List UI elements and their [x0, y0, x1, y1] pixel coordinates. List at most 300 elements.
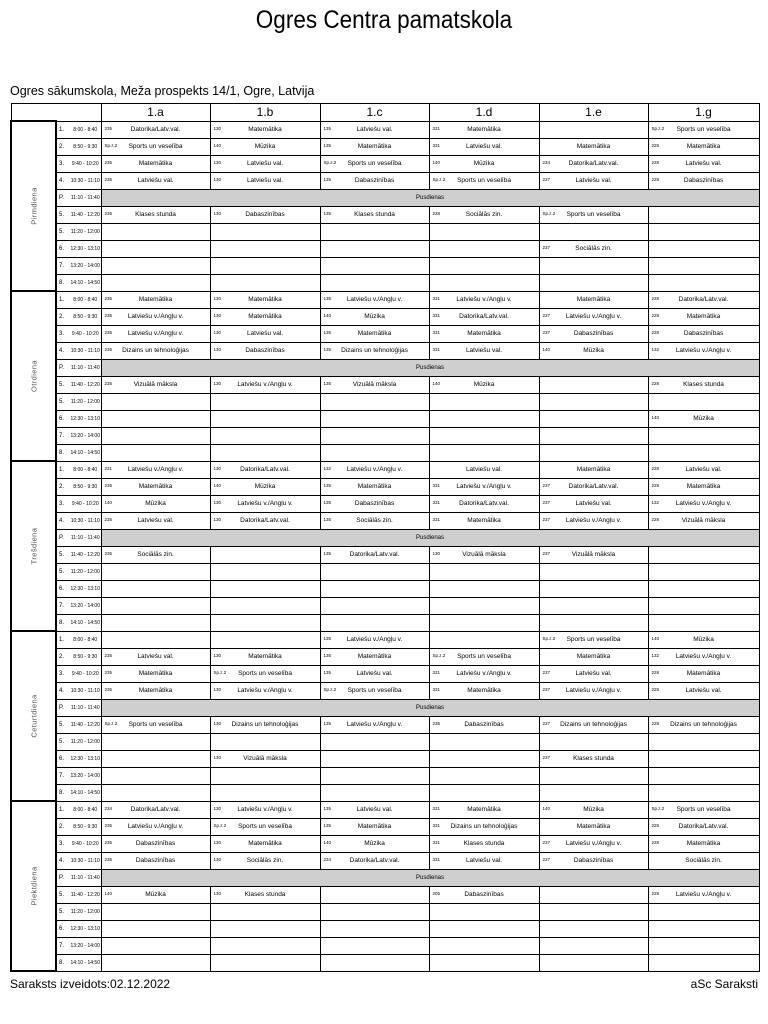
subject-name: Dabaszinības	[573, 329, 614, 337]
period-number: 4.	[56, 852, 70, 869]
room-number: Sp.z.2	[432, 652, 446, 658]
period-row	[11, 478, 759, 495]
lesson-cell	[539, 733, 648, 750]
subject-name: Latviešu val.	[137, 516, 174, 524]
period-row	[11, 206, 759, 223]
lesson-cell	[320, 240, 429, 257]
room-number: 237	[542, 550, 551, 556]
lesson-cell	[539, 461, 648, 478]
lesson-cell	[210, 546, 320, 563]
day-name: Ceturtdiena	[29, 694, 38, 738]
lesson-cell	[429, 274, 539, 291]
room-number: Sp.z.2	[542, 210, 556, 216]
room-number: 235	[104, 346, 113, 352]
period-number: 1.	[56, 631, 70, 648]
subject-name: Latviešu val.	[465, 142, 503, 150]
room-number: 135	[323, 550, 332, 556]
subject-name: Sports un veselība	[347, 159, 402, 167]
period-row	[11, 155, 759, 172]
lesson-cell	[429, 410, 539, 427]
room-number: 331	[432, 822, 441, 828]
day-label	[11, 801, 56, 971]
lesson-cell	[429, 597, 539, 614]
lesson-cell	[539, 784, 648, 801]
lesson-cell	[539, 954, 648, 971]
period-number: 4.	[56, 342, 70, 359]
lesson-cell	[429, 376, 539, 393]
lesson-cell	[648, 818, 759, 835]
room-number: 235	[432, 720, 441, 726]
lunch-break: Pusdienas	[101, 189, 759, 206]
subject-name: Dabaszinības	[464, 720, 504, 728]
day-name: Trešdiena	[29, 527, 38, 565]
period-time: 11:40 - 12:20	[70, 886, 101, 903]
subject-name: Sociālās zin.	[465, 210, 503, 218]
room-number: 331	[432, 856, 441, 862]
room-number: 140	[542, 805, 551, 811]
room-number: Sp.z.2	[213, 822, 227, 828]
lesson-cell	[101, 631, 210, 648]
lesson-cell	[320, 818, 429, 835]
room-number: 228	[651, 482, 660, 488]
lesson-cell	[648, 444, 759, 461]
room-number: 331	[432, 312, 441, 318]
lesson-cell	[429, 257, 539, 274]
room-number: 331	[432, 346, 441, 352]
subject-name: Sociālās zin.	[685, 856, 722, 864]
lesson-cell	[429, 478, 539, 495]
subject-name: Klases stunda	[463, 839, 505, 847]
lesson-cell	[539, 121, 648, 138]
lesson-cell	[648, 257, 759, 274]
lesson-cell	[429, 138, 539, 155]
room-number: 130	[213, 516, 222, 522]
subject-name: Latviešu v./Angļu v.	[237, 686, 293, 694]
lesson-cell	[101, 903, 210, 920]
lesson-cell	[539, 342, 648, 359]
period-time: 8:00 - 8:40	[70, 631, 101, 648]
software-credit: aSc Saraksti	[690, 977, 758, 991]
timetable-body	[11, 121, 759, 971]
period-number: 2.	[56, 138, 70, 155]
room-number: 331	[432, 142, 441, 148]
room-number: 235	[104, 839, 113, 845]
subject-name: Latviešu v./Angļu v.	[127, 465, 184, 473]
room-number: 130	[213, 159, 222, 165]
lesson-cell	[101, 920, 210, 937]
subject-name: Datorika/Latv.val.	[240, 465, 290, 473]
lesson-cell	[101, 886, 210, 903]
lesson-cell	[539, 138, 648, 155]
lunch-break: Pusdienas	[101, 359, 759, 376]
subject-name: Latviešu val.	[137, 176, 174, 184]
subject-name: Mūzika	[473, 380, 495, 388]
lesson-cell	[429, 784, 539, 801]
subject-name: Vizuālā māksla	[133, 380, 178, 388]
room-number: 140	[323, 312, 332, 318]
period-row	[11, 835, 759, 852]
lesson-cell	[539, 597, 648, 614]
room-number: Sp.z.2	[213, 669, 227, 675]
lesson-cell	[648, 325, 759, 342]
subject-name: Latviešu v./Angļu v.	[127, 329, 184, 337]
room-number: 228	[651, 159, 660, 165]
period-number: 6.	[56, 240, 70, 257]
period-time: 10:30 - 11:10	[70, 512, 101, 529]
subject-name: Matemātika	[467, 125, 501, 133]
period-number: P.	[56, 529, 70, 546]
room-number: 140	[104, 499, 113, 505]
subject-name: Latviešu val.	[575, 499, 612, 507]
subject-name: Klases stunda	[244, 890, 286, 898]
subject-name: Latviešu val.	[246, 329, 284, 337]
subject-name: Dizains un tehnoloģijas	[450, 822, 518, 830]
lunch-break: Pusdienas	[101, 699, 759, 716]
lesson-cell	[648, 767, 759, 784]
period-number: 8.	[56, 614, 70, 631]
lesson-cell	[101, 155, 210, 172]
period-row	[11, 427, 759, 444]
subject-name: Dizains un tehnoloģijas	[560, 720, 627, 728]
room-number: 237	[542, 482, 551, 488]
room-number: 130	[213, 754, 222, 760]
subject-name: Sociālās zin.	[246, 856, 284, 864]
lesson-cell	[648, 512, 759, 529]
room-number: 135	[323, 822, 332, 828]
subject-name: Sociālās zin.	[575, 244, 612, 252]
lesson-cell	[210, 784, 320, 801]
lesson-cell	[320, 563, 429, 580]
subject-name: Dabaszinības	[354, 499, 395, 507]
period-number: 6.	[56, 410, 70, 427]
lesson-cell	[429, 716, 539, 733]
lesson-cell	[320, 342, 429, 359]
lesson-cell	[429, 325, 539, 342]
period-row	[11, 495, 759, 512]
period-number: 5.	[56, 546, 70, 563]
lesson-cell	[648, 495, 759, 512]
lesson-cell	[648, 597, 759, 614]
room-number: 228	[651, 890, 660, 896]
subject-name: Vizuālā māksla	[243, 754, 287, 762]
subject-name: Latviešu val.	[575, 176, 612, 184]
period-number: 8.	[56, 444, 70, 461]
period-number: 2.	[56, 648, 70, 665]
period-number: 7.	[56, 767, 70, 784]
subject-name: Klases stunda	[135, 210, 176, 218]
period-row	[11, 597, 759, 614]
room-number: 130	[213, 805, 222, 811]
subject-name: Matemātika	[576, 465, 611, 473]
subject-name: Matemātika	[576, 822, 611, 830]
room-number: 135	[323, 329, 332, 335]
subject-name: Sports un veselība	[676, 805, 731, 813]
subject-name: Sociālās zin.	[356, 516, 393, 524]
subject-name: Mūzika	[364, 839, 385, 847]
period-time: 9:40 - 10:20	[70, 155, 101, 172]
subject-name: Matemātika	[686, 142, 721, 150]
room-number: 331	[432, 686, 441, 692]
subject-name: Latviešu v./Angļu v.	[675, 890, 732, 898]
period-number: 6.	[56, 580, 70, 597]
room-number: 228	[651, 329, 660, 335]
room-number: Sp.z.2	[542, 635, 556, 641]
subject-name: Latviešu v./Angļu v.	[127, 822, 184, 830]
day-name: Otrdiena	[29, 360, 38, 392]
room-number: 228	[651, 686, 660, 692]
lesson-cell	[320, 750, 429, 767]
subject-name: Dabaszinības	[135, 839, 176, 847]
period-number: 3.	[56, 495, 70, 512]
lesson-cell	[648, 716, 759, 733]
period-time: 8:50 - 9:30	[70, 818, 101, 835]
room-number: 228	[651, 142, 660, 148]
period-time: 11:20 - 12:00	[70, 733, 101, 750]
lesson-cell	[539, 648, 648, 665]
lesson-cell	[210, 155, 320, 172]
room-number: Sp.z.2	[104, 142, 118, 148]
lesson-cell	[429, 648, 539, 665]
lesson-cell	[210, 325, 320, 342]
lesson-cell	[429, 920, 539, 937]
period-row	[11, 648, 759, 665]
lesson-cell	[539, 903, 648, 920]
lesson-cell	[320, 614, 429, 631]
period-time: 14:10 - 14:50	[70, 784, 101, 801]
lesson-cell	[429, 172, 539, 189]
room-number: 130	[213, 720, 222, 726]
room-number: 331	[432, 805, 441, 811]
lesson-cell	[429, 954, 539, 971]
period-number: P.	[56, 699, 70, 716]
lesson-cell	[429, 546, 539, 563]
subject-name: Datorika/Latv.val.	[349, 550, 400, 558]
subject-name: Datorika/Latv.val.	[568, 159, 619, 167]
lesson-cell	[539, 240, 648, 257]
room-number: 130	[213, 210, 222, 216]
subject-name: Sports un veselība	[347, 686, 402, 694]
lesson-cell	[210, 138, 320, 155]
room-number: 235	[104, 822, 113, 828]
lesson-cell	[539, 206, 648, 223]
subject-name: Dabaszinības	[683, 176, 724, 184]
lesson-cell	[648, 563, 759, 580]
lesson-cell	[648, 954, 759, 971]
subject-name: Latviešu val.	[575, 669, 612, 677]
lesson-cell	[429, 665, 539, 682]
lesson-cell	[648, 410, 759, 427]
lesson-cell	[210, 240, 320, 257]
subject-name: Sports un veselība	[566, 635, 621, 643]
room-number: 331	[432, 295, 441, 301]
lesson-cell	[101, 274, 210, 291]
period-time: 11:10 - 11:40	[70, 869, 101, 886]
room-number: 235	[104, 482, 113, 488]
period-time: 13:20 - 14:00	[70, 767, 101, 784]
lesson-cell	[539, 801, 648, 818]
subject-name: Sports un veselība	[128, 142, 183, 150]
lesson-cell	[429, 903, 539, 920]
period-number: 7.	[56, 597, 70, 614]
period-row	[11, 274, 759, 291]
period-time: 10:30 - 11:10	[70, 172, 101, 189]
period-number: 6.	[56, 920, 70, 937]
period-row	[11, 546, 759, 563]
period-row	[11, 172, 759, 189]
lesson-cell	[429, 733, 539, 750]
period-row	[11, 563, 759, 580]
period-row	[11, 699, 759, 716]
period-number: 5.	[56, 733, 70, 750]
period-number: 7.	[56, 427, 70, 444]
day-label	[11, 631, 56, 801]
lesson-cell	[101, 852, 210, 869]
lesson-cell	[648, 206, 759, 223]
room-number: 235	[104, 159, 113, 165]
lesson-cell	[648, 308, 759, 325]
lesson-cell	[320, 121, 429, 138]
period-number: 5.	[56, 563, 70, 580]
lesson-cell	[210, 512, 320, 529]
room-number: 130	[213, 839, 222, 845]
lesson-cell	[648, 376, 759, 393]
room-number: 205	[432, 890, 441, 896]
lesson-cell	[648, 291, 759, 308]
room-number: 135	[323, 635, 332, 641]
period-number: 3.	[56, 835, 70, 852]
lesson-cell	[320, 223, 429, 240]
lesson-cell	[101, 818, 210, 835]
subject-name: Dizains un tehnoloģijas	[670, 720, 737, 728]
lesson-cell	[101, 376, 210, 393]
lesson-cell	[648, 750, 759, 767]
lesson-cell	[210, 886, 320, 903]
subject-name: Latviešu v./Angļu v.	[456, 295, 512, 303]
room-number: 331	[432, 482, 441, 488]
period-number: 5.	[56, 886, 70, 903]
lesson-cell	[539, 563, 648, 580]
subject-name: Sports un veselība	[676, 125, 731, 133]
subject-name: Datorika/Latv.val.	[130, 805, 181, 813]
subject-name: Vizuālā māksla	[352, 380, 397, 388]
subject-name: Matemātika	[248, 125, 282, 133]
lesson-cell	[320, 648, 429, 665]
subject-name: Latviešu val.	[246, 159, 284, 167]
lesson-cell	[429, 121, 539, 138]
period-time: 14:10 - 14:50	[70, 954, 101, 971]
period-row	[11, 665, 759, 682]
lesson-cell	[648, 886, 759, 903]
period-row	[11, 461, 759, 478]
period-time: 11:10 - 11:40	[70, 359, 101, 376]
lesson-cell	[648, 631, 759, 648]
room-number: 135	[323, 805, 332, 811]
lesson-cell	[210, 733, 320, 750]
lesson-cell	[210, 410, 320, 427]
subject-name: Dizains un tehnoloģijas	[341, 346, 408, 354]
period-time: 12:30 - 13:10	[70, 920, 101, 937]
room-number: 132	[651, 346, 660, 352]
lesson-cell	[210, 648, 320, 665]
lesson-cell	[648, 648, 759, 665]
lesson-cell	[429, 580, 539, 597]
room-number: 130	[213, 312, 222, 318]
subject-name: Matemātika	[248, 312, 282, 320]
room-number: 228	[651, 720, 660, 726]
period-row	[11, 393, 759, 410]
subject-name: Matemātika	[248, 839, 282, 847]
subject-name: Matemātika	[686, 482, 721, 490]
lesson-cell	[210, 206, 320, 223]
room-number: 228	[651, 312, 660, 318]
lesson-cell	[320, 580, 429, 597]
lesson-cell	[429, 223, 539, 240]
period-row	[11, 121, 759, 138]
subject-name: Matemātika	[576, 652, 611, 660]
lesson-cell	[320, 835, 429, 852]
period-time: 11:40 - 12:20	[70, 376, 101, 393]
lesson-cell	[101, 342, 210, 359]
room-number: 135	[323, 210, 332, 216]
lesson-cell	[429, 461, 539, 478]
lesson-cell	[429, 801, 539, 818]
subject-name: Datorika/Latv.val.	[678, 295, 729, 303]
subject-name: Matemātika	[467, 686, 501, 694]
lesson-cell	[320, 801, 429, 818]
subject-name: Matemātika	[467, 805, 501, 813]
subject-name: Sports un veselība	[128, 720, 183, 728]
lesson-cell	[320, 512, 429, 529]
lesson-cell	[320, 495, 429, 512]
lesson-cell	[210, 223, 320, 240]
subject-name: Matemātika	[248, 295, 282, 303]
lesson-cell	[648, 801, 759, 818]
lesson-cell	[320, 393, 429, 410]
subject-name: Mūzika	[473, 159, 495, 167]
period-row	[11, 138, 759, 155]
lesson-cell	[320, 665, 429, 682]
room-number: 237	[542, 516, 551, 522]
subject-name: Matemātika	[467, 516, 501, 524]
subject-name: Latviešu v./Angļu v.	[675, 652, 732, 660]
lesson-cell	[101, 206, 210, 223]
room-number: 235	[104, 125, 113, 131]
lesson-cell	[429, 240, 539, 257]
period-number: P.	[56, 869, 70, 886]
period-time: 9:40 - 10:20	[70, 835, 101, 852]
room-number: 132	[651, 652, 660, 658]
period-row	[11, 954, 759, 971]
school-address: Ogres sākumskola, Meža prospekts 14/1, Ogre, Latvija	[10, 84, 315, 98]
period-row	[11, 410, 759, 427]
lesson-cell	[429, 342, 539, 359]
subject-name: Latviešu v./Angļu v.	[237, 380, 293, 388]
lesson-cell	[539, 376, 648, 393]
created-date: Saraksts izveidots:02.12.2022	[10, 977, 171, 991]
lesson-cell	[539, 257, 648, 274]
lesson-cell	[210, 801, 320, 818]
room-number: 130	[213, 329, 222, 335]
subject-name: Dabaszinības	[683, 329, 724, 337]
period-row	[11, 308, 759, 325]
room-number: 237	[542, 754, 551, 760]
lesson-cell	[101, 563, 210, 580]
lesson-cell	[429, 512, 539, 529]
subject-name: Matemātika	[467, 329, 501, 337]
subject-name: Matemātika	[686, 669, 721, 677]
lesson-cell	[539, 631, 648, 648]
period-row	[11, 784, 759, 801]
